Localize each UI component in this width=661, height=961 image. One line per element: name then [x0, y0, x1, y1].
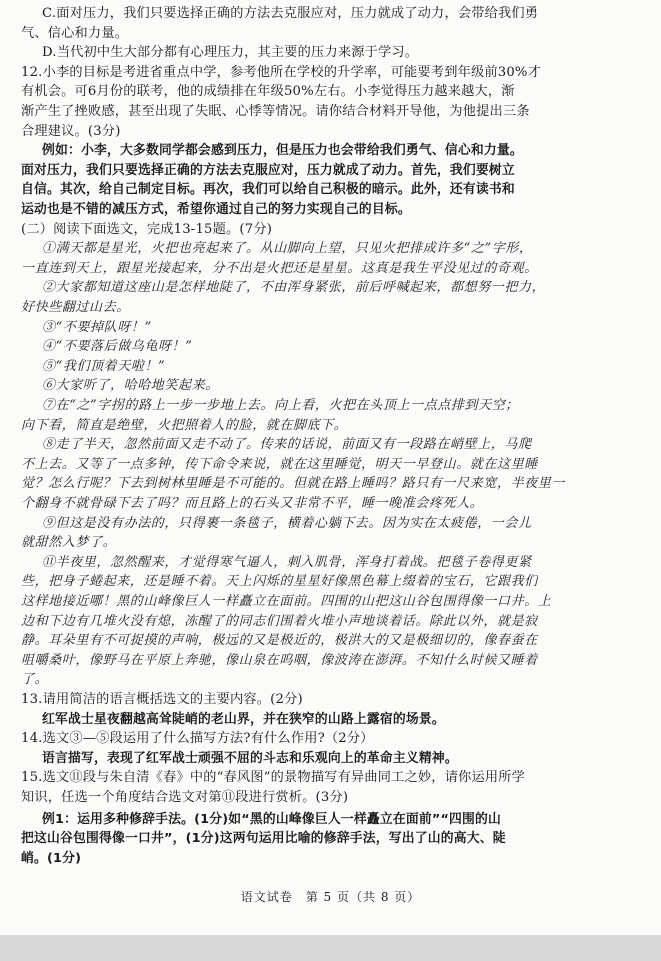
passage-line: ⑥大家听了，哈哈地笑起来。	[42, 378, 219, 394]
q12-line: 渐产生了挫败感，甚至出现了失眠、心悸等情况。请你结合材料开导他，为他提出三条	[21, 104, 530, 119]
passage-line: ⑧走了半天，忽然前面又走不动了。传来的话说，前面又有一段路在峭壁上，马爬	[42, 437, 532, 453]
passage-line: ④“不要落后做乌龟呀！”	[42, 339, 193, 355]
passage-line: ③“不要掉队呀！”	[42, 319, 152, 335]
q15-answer-line: 例1：运用多种修辞手法。(1分)如“黑的山峰像巨人一样矗立在面前”“四围的山	[42, 811, 502, 827]
passage-line: ①满天都是星光，火把也亮起来了。从山脚向上望，只见火把排成许多“之”字形，	[42, 241, 533, 257]
passage-line: ⑤“我们顶着天啦！”	[42, 358, 166, 374]
q12-answer-line: 自信。其次，给自己制定目标。再次，我们可以给自己积极的暗示。此外，还有读书和	[21, 182, 515, 198]
passage-line: 不上去。又等了一点多钟，传下命令来说，就在这里睡觉，明天一早登山。就在这里睡	[21, 456, 538, 472]
q12-line: 有机会。可6月份的联考，他的成绩排在年级50%左右。小李觉得压力越来越大，渐	[21, 84, 515, 100]
passage-line: ②大家都知道这座山是怎样地陡了，不由浑身紧张，前后呼喊起来，都想努一把力，	[42, 280, 546, 296]
passage-line: ⑦在“之”字拐的路上一步一步地上去。向上看，火把在头顶上一点点排到天空；	[42, 398, 519, 413]
q15-question-line: 15.选文⑪段与朱自清《春》中的“春风图”的景物描写有异曲同工之妙，请你运用所学	[21, 770, 526, 786]
passage-line: 个翻身不就骨碌下去了吗？而且路上的石头又非常不平，睡一晚准会疼死人。	[21, 496, 484, 511]
q12-answer-line: 面对压力，我们只要选择正确的方法去克服应对，压力就成了动力。首先，我们要树立	[21, 162, 515, 178]
q12-answer-line: 例如：小李，大多数同学都会感到压力，但是压力也会带给我们勇气、信心和力量。	[42, 143, 523, 159]
passage-line: 就甜然入梦了。	[21, 535, 117, 551]
q12-line: 12.小李的目标是考进省重点中学，参考他所在学校的升学率，可能要考到年级前30%才	[21, 64, 542, 80]
option-d: D.当代初中生大部分都有心理压力，其主要的压力来源于学习。	[42, 45, 419, 61]
passage-line: 一直连到天上，跟星光接起来，分不出是火把还是星星。这真是我生平没见过的奇观。	[21, 260, 538, 276]
bottom-band	[0, 935, 661, 961]
passage-line: 了。	[21, 672, 49, 688]
passage-line: 觉？怎么行呢？下去到树林里睡是不可能的。但就在路上睡吗？路只有一尺来宽，半夜里一	[21, 476, 566, 492]
q12-answer-line: 运动也是不错的减压方式，希望你通过自己的努力实现自己的目标。	[21, 202, 411, 217]
section-heading: (二）阅读下面选文，完成13-15题。(7分)	[21, 221, 273, 237]
q13-answer: 红军战士星夜翻越高耸陡峭的老山界，并在狭窄的山路上露宿的场景。	[42, 711, 445, 727]
option-c-line1: C.面对压力，我们只要选择正确的方法去克服应对，压力就成了动力，会带给我们勇	[42, 6, 539, 21]
q13-question: 13.请用简洁的语言概括选文的主要内容。(2分)	[21, 692, 303, 707]
q15-answer-line: 把这山谷包围得像一口井”，(1分)这两句运用比喻的修辞手法，写出了山的高大、陡	[21, 831, 506, 847]
passage-line: ⑨但这是没有办法的，只得裹一条毯子，横着心躺下去。因为实在太疲倦，一会儿	[42, 515, 532, 531]
passage-line: 好快些翻过山去。	[21, 300, 130, 315]
q14-answer: 语言描写，表现了红军战士顽强不屈的斗志和乐观向上的革命主义精神。	[42, 750, 458, 766]
passage-line: ⑪半夜里，忽然醒来，才觉得寒气逼人，刺入肌骨，浑身打着战。把毯子卷得更紧	[42, 554, 532, 570]
passage-line: 咀嚼桑叶，像野马在平原上奔驰，像山泉在呜咽，像波涛在澎湃。不知什么时候又睡着	[21, 652, 538, 668]
page-footer: 语文试卷 第 5 页（共 8 页）	[240, 890, 421, 905]
q15-question-line: 知识，任选一个角度结合选文对第⑪段进行赏析。(3分)	[21, 790, 349, 805]
passage-line: 边和下边有几堆火没有熄，冻醒了的同志们围着火堆小声地谈着话。除此以外，就是寂	[21, 613, 538, 629]
passage-line: 向下看，简直是绝壁，火把照着人的脸，就在脚底下。	[21, 417, 348, 433]
option-c-line2: 气、信心和力量。	[21, 25, 129, 41]
q14-question: 14.选文③—⑤段运用了什么描写方法?有什么作用?（2分）	[21, 731, 374, 747]
passage-line: 这样地接近哪！黑的山峰像巨人一样矗立在面前。四围的山把这山谷包围得像一口井。上	[21, 594, 552, 609]
q15-answer-line: 峭。(1分)	[21, 850, 82, 866]
passage-line: 静。耳朵里有不可捉摸的声响，极远的又是极近的，极洪大的又是极细切的，像春蚕在	[21, 633, 538, 649]
passage-line: 些，把身子蜷起来，还是睡不着。天上闪烁的星星好像黑色幕上缀着的宝石，它跟我们	[21, 574, 538, 590]
q12-line: 合理建议。(3分)	[21, 123, 121, 139]
